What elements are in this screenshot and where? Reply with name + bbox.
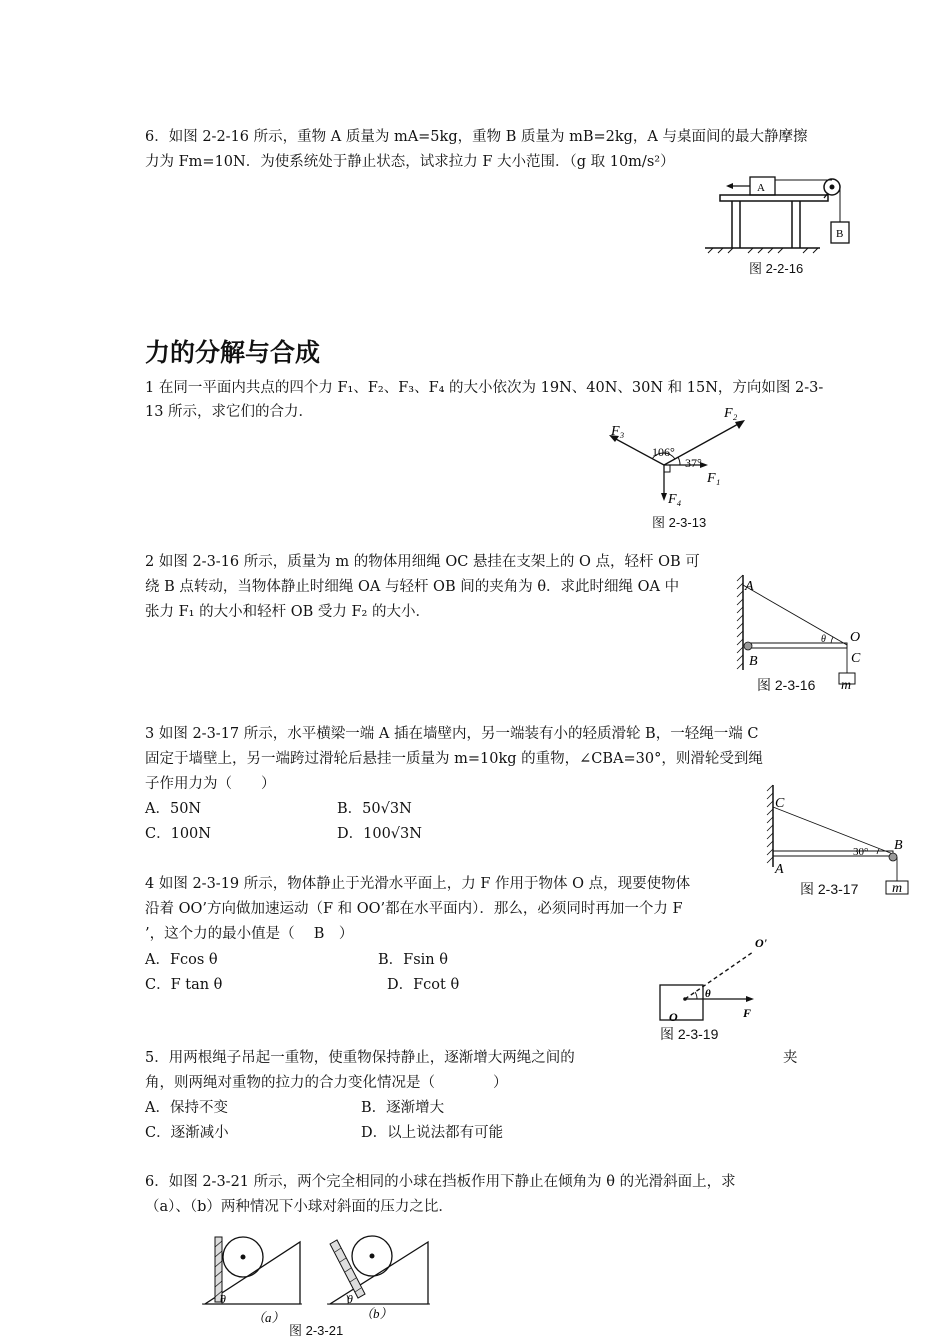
q1-line1: 1 在同一平面内共点的四个力 F₁、F₂、F₃、F₄ 的大小依次为 19N、40N、30N 和 15N，方向如图 2-3- (145, 380, 824, 396)
q1-label-f2: F₂ (724, 406, 738, 421)
q5-line1a: 5．用两根绳子吊起一重物，使重物保持静止，逐渐增大两绳之间的 (145, 1050, 575, 1066)
q2-line3: 张力 F₁ 的大小和轻杆 OB 受力 F₂ 的大小． (145, 604, 430, 620)
q3-line3: 子作用力为（ ） (145, 776, 276, 792)
fig-2-3-21-caption: 图 2-3-21 (289, 1323, 344, 1338)
q3-line2: 固定于墙壁上，另一端跨过滑轮后悬挂一质量为 m=10kg 的重物，∠CBA=30°，则滑轮受到绳 (145, 751, 763, 767)
fig-2-2-16-label-b: B (836, 228, 844, 240)
q3-option-c: C．100N (145, 826, 211, 842)
q2-theta: θ (821, 634, 826, 645)
q3-label-m: m (892, 881, 903, 896)
q4-line3: ’，这个力的最小值是（ B ） (145, 926, 354, 942)
q2-label-m: m (841, 678, 852, 693)
q1-label-f1: F₁ (707, 471, 721, 486)
figure-2-3-19 (655, 935, 785, 1025)
q4-option-c: C．F tan θ (145, 977, 223, 993)
fig-2-2-16-caption: 图 2-2-16 (749, 261, 804, 276)
q3-label-a: A (775, 862, 784, 877)
q5-line2: 角，则两绳对重物的拉力的合力变化情况是（ ） (145, 1075, 508, 1091)
q5-option-c: C．逐渐减小 (145, 1125, 229, 1141)
q6-label-b: （b） (360, 1306, 393, 1321)
q3-label-b: B (894, 838, 903, 853)
q1-angle-106: 106° (652, 445, 675, 459)
fig-2-3-13-caption: 图 2-3-13 (652, 515, 707, 530)
q4-label-o: O (669, 1010, 678, 1024)
q3-label-c: C (775, 796, 785, 811)
q3-line1: 3 如图 2-3-17 所示，水平横梁一端 A 插在墙壁内，另一端装有小的轻质滑轮 B，一轻绳一端 C (145, 726, 759, 742)
q4-label-f: F (743, 1006, 752, 1020)
q6-label-a: （a） (252, 1310, 285, 1325)
q3-option-d: D．100√3N (337, 826, 422, 842)
q2-label-c: C (851, 651, 861, 666)
q3-option-b: B．50√3N (337, 801, 412, 817)
q6-theta-b: θ (347, 1292, 353, 1306)
figure-2-3-13 (600, 405, 760, 515)
q2-label-a: A (745, 579, 754, 594)
fig-2-3-17-caption: 图 2-3-17 (800, 881, 859, 897)
q5-option-a: A．保持不变 (145, 1100, 228, 1116)
q3-option-a: A．50N (145, 801, 202, 817)
q6-theta-a: θ (220, 1292, 226, 1306)
q5-option-d: D．以上说法都有可能 (361, 1125, 504, 1141)
q4-option-b: B．Fsin θ (378, 952, 448, 968)
q4-option-a: A．Fcos θ (145, 952, 218, 968)
q1-label-f4: F₄ (668, 492, 682, 507)
q2-line2: 绕 B 点转动，当物体静止时细绳 OA 与轻杆 OB 间的夹角为 θ．求此时细绳 OA 中 (145, 579, 680, 595)
fig-2-3-19-caption: 图 2-3-19 (660, 1026, 719, 1042)
q1-label-f3: F₃ (611, 424, 625, 439)
q4-theta: θ (705, 988, 711, 1000)
q6-prev-line1: 6．如图 2-2-16 所示，重物 A 质量为 mA=5kg，重物 B 质量为 mB=2kg，A 与桌面间的最大静摩擦 (145, 129, 808, 145)
q2-line1: 2 如图 2-3-16 所示，质量为 m 的物体用细绳 OC 悬挂在支架上的 O 点，轻杆 OB 可 (145, 554, 700, 570)
q4-line2: 沿着 OO’方向做加速运动（F 和 OO’都在水平面内）．那么，必须同时再加一个力 F (145, 901, 683, 917)
q4-option-d: D．Fcot θ (387, 977, 460, 993)
q3-angle: 30° (853, 846, 869, 858)
q5-line1b: 夹 (783, 1050, 798, 1066)
q5-option-b: B．逐渐增大 (361, 1100, 445, 1116)
q2-label-o: O (850, 630, 861, 645)
q4-line1: 4 如图 2-3-19 所示，物体静止于光滑水平面上，力 F 作用于物体 O 点，现要使物体 (145, 876, 691, 892)
section-title: 力的分解与合成 (145, 338, 321, 367)
q2-label-b: B (749, 654, 758, 669)
fig-2-3-16-caption: 图 2-3-16 (757, 677, 816, 693)
q6-line2: （a）、（b）两种情况下小球对斜面的压力之比． (145, 1199, 453, 1215)
q1-line2: 13 所示，求它们的合力． (145, 404, 314, 420)
q1-angle-37: 37° (685, 456, 702, 470)
fig-2-2-16-label-a: A (757, 182, 765, 194)
q4-label-o2: O' (755, 936, 767, 950)
q6-prev-line2: 力为 Fm=10N．为使系统处于静止状态，试求拉力 F 大小范围．（g 取 10m/s²） (145, 154, 675, 170)
q6-line1: 6．如图 2-3-21 所示，两个完全相同的小球在挡板作用下静止在倾角为 θ 的光滑斜面上，求 (145, 1174, 736, 1190)
